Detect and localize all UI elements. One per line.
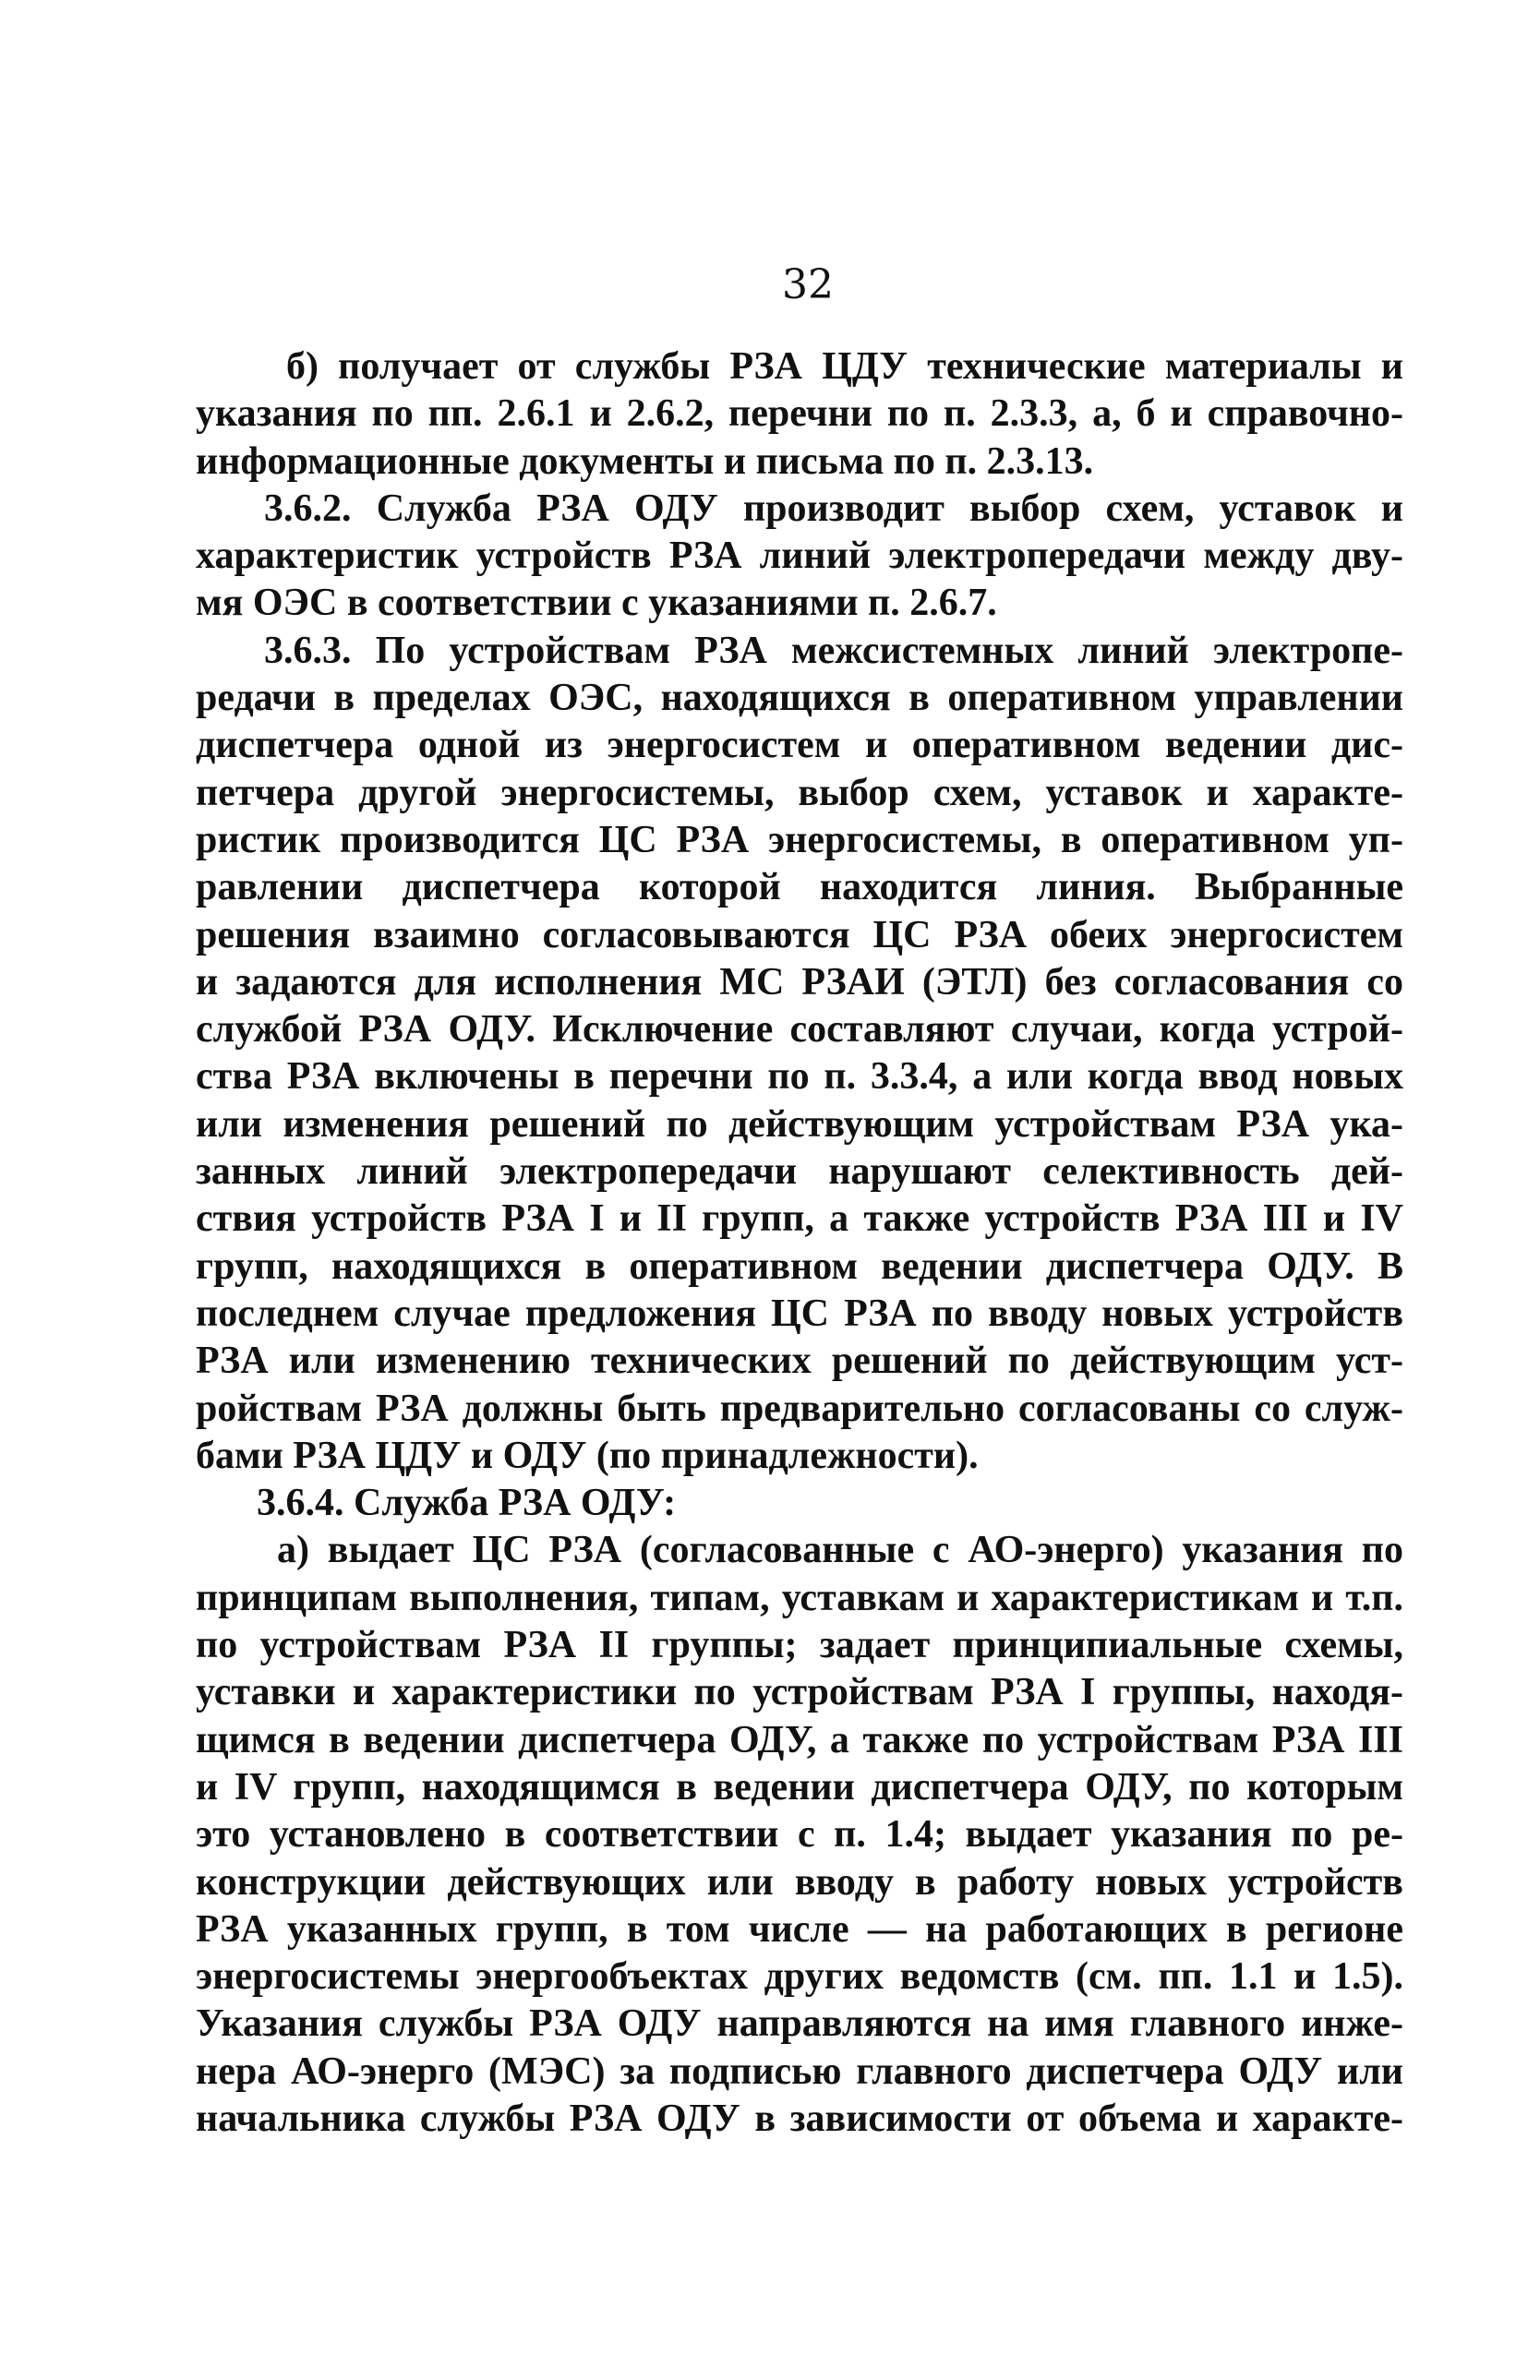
text-line: б) получает от службы РЗА ЦДУ технические материалы и [286, 345, 1403, 388]
text-line: мя ОЭС в соответствии с указаниями п. 2.6.7. [196, 582, 997, 625]
text-line: 3.6.2. Служба РЗА ОДУ производит выбор схем, уставок и [264, 487, 1403, 530]
text-line: указания по пп. 2.6.1 и 2.6.2, перечни по п. 2.3.3, а, б и справочно- [196, 392, 1403, 436]
text-line: принципам выполнения, типам, уставкам и характеристикам и т.п. [196, 1576, 1403, 1619]
text-line: бами РЗА ЦДУ и ОДУ (по принадлежности). [196, 1434, 979, 1477]
text-line: ристик производится ЦС РЗА энергосистемы, в оперативном уп- [196, 818, 1403, 861]
text-line: щимся в ведении диспетчера ОДУ, а также по устройствам РЗА III [196, 1718, 1403, 1761]
text-line: уставки и характеристики по устройствам РЗА I группы, находя- [196, 1671, 1403, 1714]
text-line: службой РЗА ОДУ. Исключение составляют случаи, когда устрой- [196, 1008, 1403, 1052]
text-line: диспетчера одной из энергосистем и оперативном ведении дис- [196, 724, 1403, 767]
text-line: занных линий электропередачи нарушают селективность дей- [196, 1150, 1403, 1194]
text-line: равлении диспетчера которой находится линия. Выбранные [196, 866, 1403, 909]
text-line: характеристик устройств РЗА линий электропередачи между дву- [196, 535, 1403, 578]
text-line: ствия устройств РЗА I и II групп, а также устройств РЗА III и IV [196, 1197, 1403, 1241]
text-line: редачи в пределах ОЭС, находящихся в оперативном управлении [196, 677, 1403, 720]
text-line: петчера другой энергосистемы, выбор схем, уставок и характе- [196, 771, 1403, 814]
text-line: или изменения решений по действующим устройствам РЗА ука- [196, 1102, 1403, 1146]
text-line: и IV групп, находящимся в ведении диспетчера ОДУ, по которым [196, 1765, 1403, 1809]
text-line: это установлено в соответствии с п. 1.4; выдает указания по ре- [196, 1813, 1403, 1857]
text-line: 3.6.4. Служба РЗА ОДУ: [257, 1482, 677, 1525]
text-line: ройствам РЗА должны быть предварительно согласованы со служ- [196, 1387, 1403, 1430]
text-line: по устройствам РЗА II группы; задает принципиальные схемы, [196, 1624, 1403, 1667]
text-line: нера АО-энерго (МЭС) за подписью главного диспетчера ОДУ или [196, 2049, 1403, 2093]
text-line: РЗА или изменению технических решений по действующим уст- [196, 1340, 1403, 1383]
page-number: 32 [782, 261, 834, 308]
text-line: начальника службы РЗА ОДУ в зависимости от объема и характе- [196, 2097, 1403, 2140]
text-line: 3.6.3. По устройствам РЗА межсистемных линий электропе- [264, 629, 1403, 672]
text-line: и задаются для исполнения МС РЗАИ (ЭТЛ) без согласования со [196, 960, 1403, 1004]
text-line: информационные документы и письма по п. 2.3.13. [196, 439, 1094, 483]
text-line: РЗА указанных групп, в том числе — на работающих в регионе [196, 1907, 1403, 1951]
text-line: решения взаимно согласовываются ЦС РЗА обеих энергосистем [196, 913, 1403, 956]
text-line: ства РЗА включены в перечни по п. 3.3.4, а или когда ввод новых [196, 1055, 1403, 1099]
body-text [196, 343, 1403, 2143]
text-line: Указания службы РЗА ОДУ направляются на имя главного инже- [196, 2002, 1403, 2046]
text-line: последнем случае предложения ЦС РЗА по вводу новых устройств [196, 1292, 1403, 1335]
text-line: конструкции действующих или вводу в работу новых устройств [196, 1860, 1403, 1904]
text-line: а) выдает ЦС РЗА (согласованные с АО-энерго) указания по [277, 1529, 1403, 1572]
text-line: групп, находящихся в оперативном ведении диспетчера ОДУ. В [196, 1244, 1403, 1288]
text-line: энергосистемы энергообъектах других ведомств (см. пп. 1.1 и 1.5). [196, 1955, 1403, 1999]
